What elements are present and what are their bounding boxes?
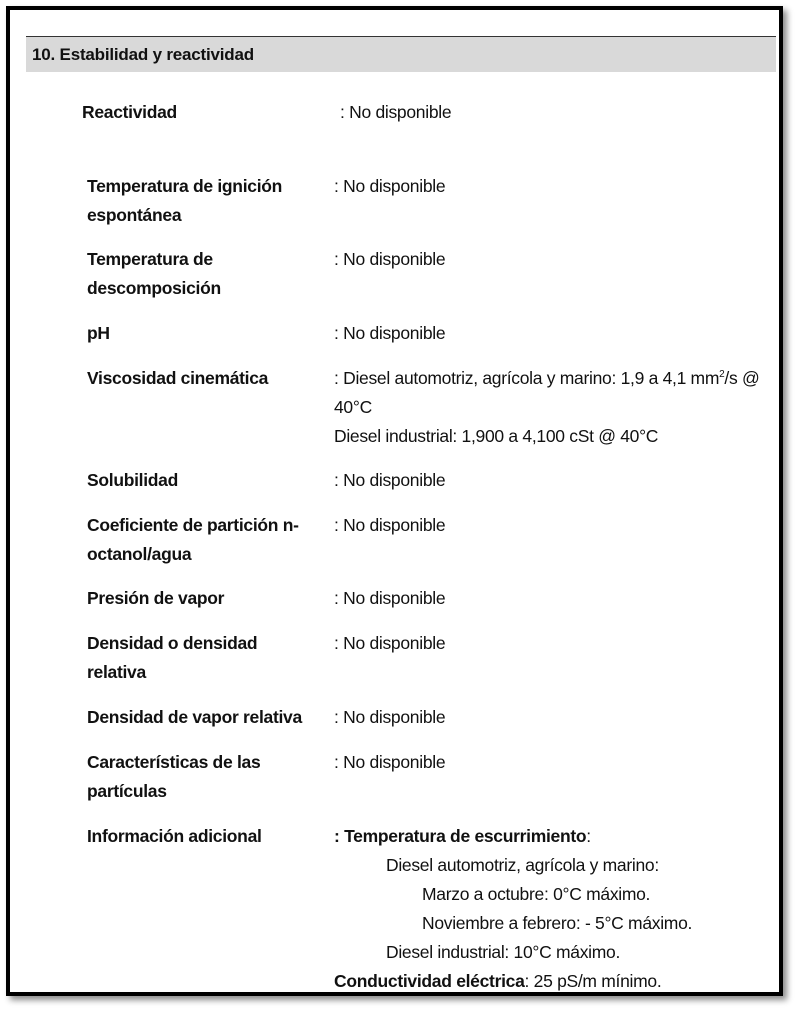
pour-point-automotive: Diesel automotriz, agrícola y marino:	[386, 855, 659, 875]
property-value: : No disponible	[334, 752, 446, 772]
property-label: pH	[87, 323, 110, 343]
property-value	[334, 822, 789, 996]
pour-point-heading: : Temperatura de escurrimiento:	[334, 826, 591, 846]
conductivity-line: Conductividad eléctrica: 25 pS/m mínimo.	[334, 971, 662, 991]
property-label: Características de las partículas	[87, 752, 261, 801]
property-label: Solubilidad	[87, 470, 179, 490]
viscosity-line-1: : Diesel automotriz, agrícola y marino: 1,9 a 4,1 $mm^2/s$ @	[334, 368, 760, 388]
property-label: Viscosidad cinemática	[87, 368, 269, 388]
property-value: : No disponible	[334, 176, 446, 196]
pour-point-mar-oct: Marzo a octubre: 0°C máximo.	[422, 884, 651, 904]
property-value: : No disponible	[334, 249, 446, 269]
property-label: Densidad o densidad relativa	[87, 633, 258, 682]
property-value: : No disponible	[334, 323, 446, 343]
viscosity-line-2: 40°C	[334, 397, 372, 417]
property-label: Coeficiente de partición n-octanol/agua	[87, 515, 299, 564]
property-value	[334, 364, 789, 451]
property-label: Presión de vapor	[87, 588, 225, 608]
property-label: Temperatura de descomposición	[87, 249, 221, 298]
viscosity-line-3: Diesel industrial: 1,900 a 4,100 cSt @ 40°C	[334, 426, 659, 446]
property-label: Densidad de vapor relativa	[87, 707, 302, 727]
property-value: : No disponible	[334, 707, 446, 727]
pour-point-industrial: Diesel industrial: 10°C máximo.	[386, 942, 621, 962]
section-title: 10. Estabilidad y reactividad	[26, 36, 776, 72]
pour-point-nov-feb: Noviembre a febrero: - 5°C máximo.	[422, 913, 693, 933]
property-value: : No disponible	[334, 633, 446, 653]
property-value: : No disponible	[340, 102, 452, 122]
property-label: Temperatura de ignición espontánea	[87, 176, 283, 225]
property-value: : No disponible	[334, 515, 446, 535]
property-label: Reactividad	[82, 102, 177, 122]
document-page	[6, 6, 783, 996]
property-label: Información adicional	[87, 826, 262, 846]
property-value: : No disponible	[334, 470, 446, 490]
property-value: : No disponible	[334, 588, 446, 608]
